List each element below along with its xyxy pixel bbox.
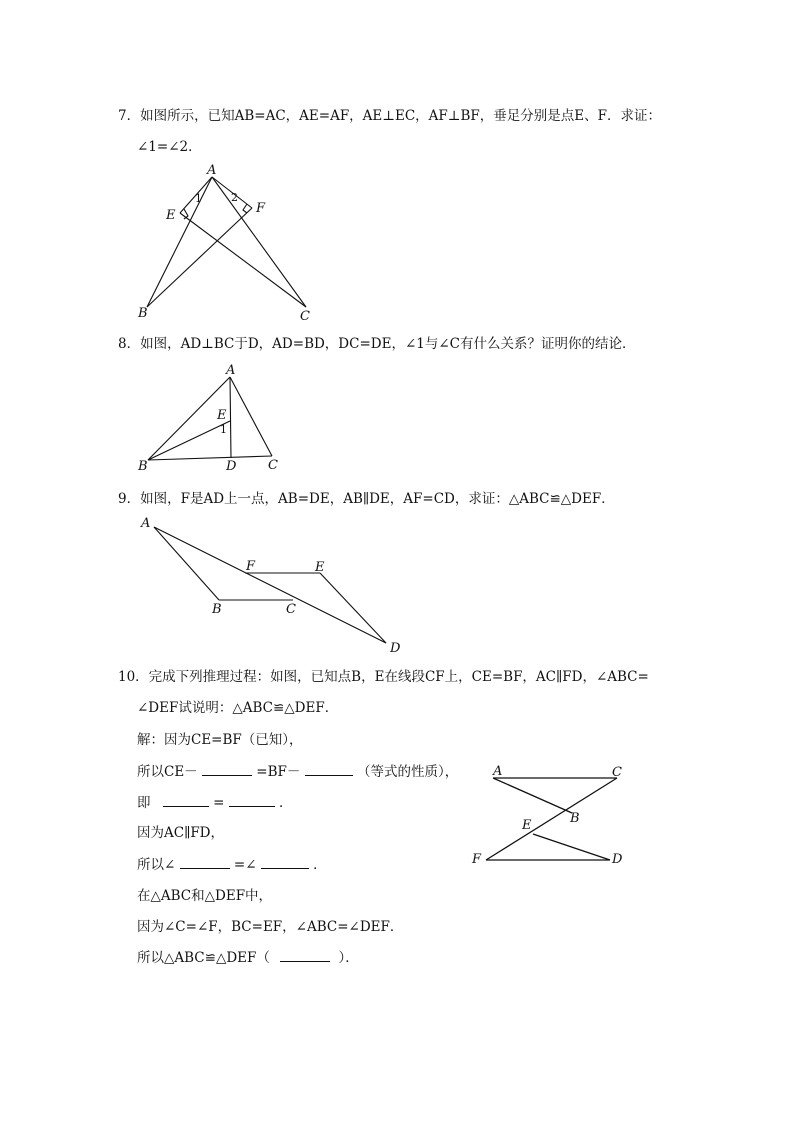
q9-label-B: B xyxy=(212,602,222,617)
q10-step3-b: = xyxy=(213,795,225,811)
q10-step2-c: （等式的性质）， xyxy=(356,764,459,780)
q8-label-E: E xyxy=(217,408,227,423)
q10-seg-ED xyxy=(533,834,610,860)
q10-label-A: A xyxy=(493,764,503,779)
q10-seg-CF xyxy=(486,778,617,860)
q10-step8-b: ）． xyxy=(338,950,359,966)
q9-label-F: F xyxy=(246,559,256,574)
q9-text-line1: 9．如图，F是AD上一点，AB=DE，AB∥DE，AF=CD，求证：△ABC≌△DEF． xyxy=(118,491,615,507)
q10-label-F: F xyxy=(472,852,482,867)
q8-text-line1: 8．如图，AD⊥BC于D，AD=BD，DC=DE，∠1与∠C有什么关系？证明你的结论． xyxy=(118,336,636,352)
q10-step1: 解：因为CE=BF（已知）， xyxy=(137,732,303,748)
q7-label-1: 1 xyxy=(195,192,202,205)
q9-label-C: C xyxy=(286,602,296,617)
q8-label-C: C xyxy=(268,458,278,473)
q9-label-D: D xyxy=(390,641,401,656)
q10-step4: 因为AC∥FD， xyxy=(137,825,225,841)
q10-seg-AB xyxy=(493,778,572,813)
q7-text-line2: ∠1=∠2． xyxy=(137,139,202,155)
q10-step5-b: =∠ xyxy=(233,857,257,873)
q7-label-F: F xyxy=(256,201,266,216)
q7-label-A: A xyxy=(207,163,217,178)
q8-label-D: D xyxy=(226,459,237,474)
q10-step3-c: ． xyxy=(279,795,293,811)
q10-text-line1: 10．完成下列推理过程：如图，已知点B，E在线段CF上，CE=BF，AC∥FD，∠ABC= xyxy=(118,669,649,685)
q10-label-D: D xyxy=(612,852,623,867)
q7-label-E: E xyxy=(166,208,176,223)
q10-step8-a: 所以△ABC≌△DEF（ xyxy=(137,950,270,966)
q10-label-B: B xyxy=(570,811,580,826)
q9-label-A: A xyxy=(141,516,151,531)
q7-label-B: B xyxy=(138,306,148,321)
q10-text-line2: ∠DEF试说明：△ABC≌△DEF． xyxy=(137,700,339,716)
q7-text-line1: 7．如图所示，已知AB=AC，AE=AF，AE⊥EC，AF⊥BF，垂足分别是点E、F．求证： xyxy=(118,108,661,124)
q10-step2-b: =BF－ xyxy=(256,764,301,780)
q8-label-A: A xyxy=(226,363,236,378)
q10-step2-a: 所以CE－ xyxy=(137,764,198,780)
q10-step3-a: 即 xyxy=(137,795,151,811)
q10-step6: 在△ABC和△DEF中， xyxy=(137,888,273,904)
q8-label-1: 1 xyxy=(220,423,227,436)
q10-label-E: E xyxy=(522,818,532,833)
q8-label-B: B xyxy=(138,459,148,474)
q7-label-2: 2 xyxy=(231,191,238,204)
q7-label-C: C xyxy=(300,309,310,324)
q10-label-C: C xyxy=(612,765,622,780)
q10-step7: 因为∠C=∠F，BC=EF，∠ABC=∠DEF． xyxy=(137,919,404,935)
q10-step5-c: ． xyxy=(313,857,327,873)
q9-label-E: E xyxy=(315,560,325,575)
q10-step5-a: 所以∠ xyxy=(137,857,176,873)
